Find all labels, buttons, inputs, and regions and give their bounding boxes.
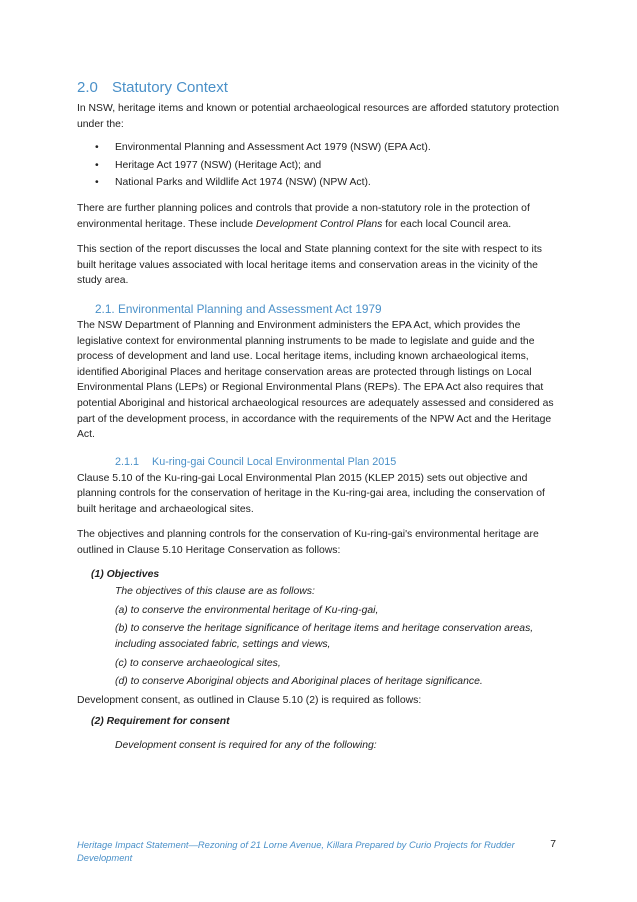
list-item-text: Heritage Act 1977 (NSW) (Heritage Act); and xyxy=(115,159,322,171)
page-footer xyxy=(77,838,561,864)
page-number: 7 xyxy=(550,839,556,850)
section-scope-paragraph: This section of the report discusses the local and State planning context for the site with respect to its built heritage values associated with local heritage items and conservation areas in the vicinity of the study area. xyxy=(77,244,542,287)
requirement-text: Development consent is required for any of the following: xyxy=(115,740,377,751)
act-list xyxy=(77,140,561,191)
objective-item: (b) to conserve the heritage significance of heritage items and heritage conservation areas, including associated fabric, settings and views, xyxy=(115,623,534,651)
paragraph-text: for each local Council area. xyxy=(382,218,512,230)
section-number: 2.0 xyxy=(77,79,98,96)
subsection-heading: 2.1. Environmental Planning and Assessment Act 1979 xyxy=(95,301,382,316)
list-item xyxy=(77,140,561,156)
objectives-heading: (1) Objectives xyxy=(91,568,160,580)
list-item xyxy=(77,158,561,174)
epa-act-paragraph: The NSW Department of Planning and Environment administers the EPA Act, which provides the legislative context for environmental planning instruments to be made to legislate and guide and the process of development and land use. Local heritage items, including known archaeological items, identified Aboriginal Places and heritage conservation areas are protected through listings on Local Environmental Plans (LEPs) or Regional Environmental Plans (REPs). The EPA Act also requires that potential Aboriginal and historical archaeological resources are adequately assessed and considered as part of the development process, in accordance with the requirements of the NPW Act and the Heritage Act. xyxy=(77,319,554,441)
bullet-icon: • xyxy=(95,142,99,154)
objective-item: The objectives of this clause are as follows: xyxy=(115,586,315,598)
subsubsection-number: 2.1.1 xyxy=(115,455,140,468)
objectives-list xyxy=(77,584,561,690)
objective-item: (c) to conserve archaeological sites, xyxy=(115,657,281,669)
paragraph-emphasis: Development Control Plans xyxy=(255,218,383,230)
consent-paragraph: Development consent, as outlined in Clause 5.10 (2) is required as follows: xyxy=(77,694,422,706)
bullet-icon: • xyxy=(95,177,99,189)
subsubsection-title: Ku-ring-gai Council Local Environmental Plan 2015 xyxy=(152,455,397,468)
section-heading xyxy=(77,78,561,98)
page-content xyxy=(77,78,561,754)
footer-text: Heritage Impact Statement—Rezoning of 21 Lorne Avenue, Killara Prepared by Curio Projects for Rudder Development xyxy=(77,839,515,863)
requirement-heading: (2) Requirement for consent xyxy=(91,716,230,728)
objectives-intro-paragraph: The objectives and planning controls for the conservation of Ku-ring-gai's environmental heritage are outlined in Clause 5.10 Heritage Conservation as follows: xyxy=(77,529,539,557)
objective-item: (a) to conserve the environmental heritage of Ku-ring-gai, xyxy=(115,604,379,616)
section-intro: In NSW, heritage items and known or potential archaeological resources are afforded statutory protection under the: xyxy=(77,103,560,130)
list-item xyxy=(77,175,561,191)
bullet-icon: • xyxy=(95,159,99,171)
list-item-text: National Parks and Wildlife Act 1974 (NSW) (NPW Act). xyxy=(115,177,371,189)
paragraph-text: There are further planning polices and controls that provide a non-statutory role in the protection of environmental heritage. These include xyxy=(77,202,530,230)
list-item-text: Environmental Planning and Assessment Act 1979 (NSW) (EPA Act). xyxy=(115,142,431,154)
section-title: Statutory Context xyxy=(112,79,228,96)
planning-policies-paragraph xyxy=(77,201,561,232)
subsubsection-heading xyxy=(115,455,561,470)
klep-paragraph: Clause 5.10 of the Ku-ring-gai Local Environmental Plan 2015 (KLEP 2015) sets out objective and planning controls for the conservation of heritage in the Ku-ring-gai area, including the conservation of built heritage and archaeological sites. xyxy=(77,472,545,515)
objective-item: (d) to conserve Aboriginal objects and Aboriginal places of heritage significance. xyxy=(115,676,483,688)
